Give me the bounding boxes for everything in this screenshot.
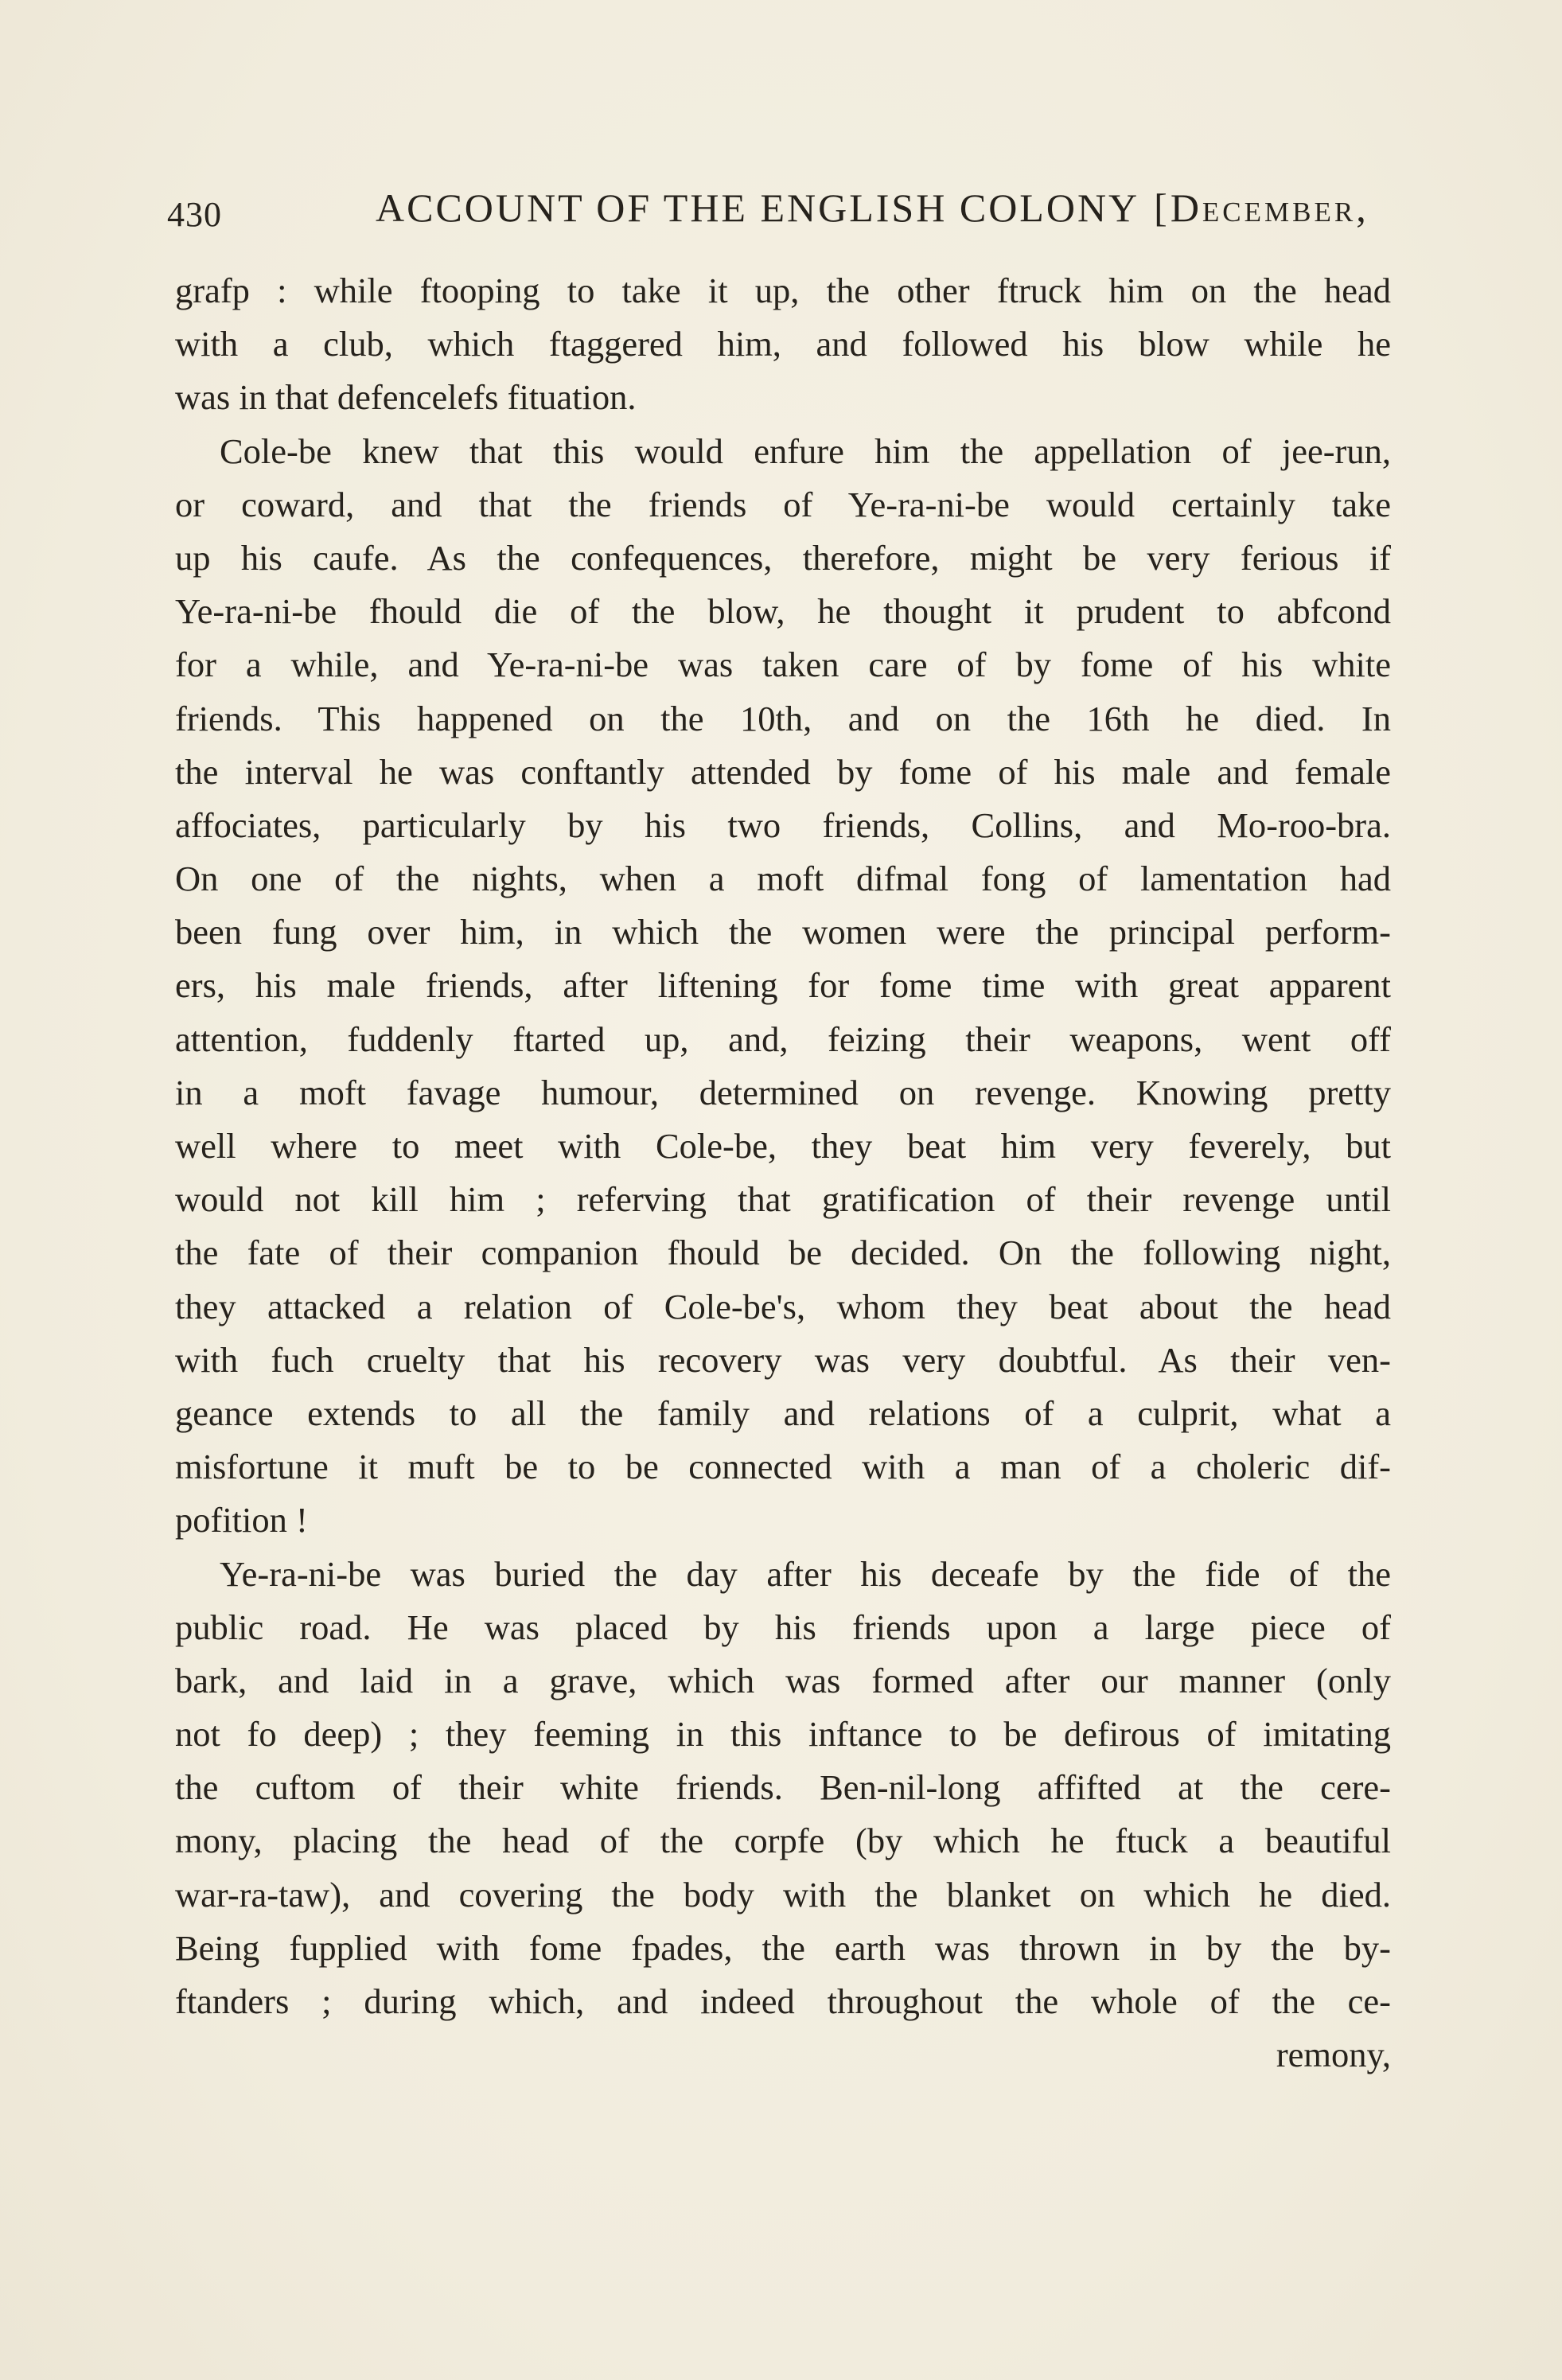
running-head-month: [December, (1154, 185, 1369, 230)
catchword: remony, (1276, 2035, 1391, 2075)
text-line: war-ra-taw), and covering the body with the blanket on which he died. (175, 1874, 1391, 1915)
text-line: the interval he was conftantly attended by fome of his male and female (175, 751, 1391, 792)
text-line: the fate of their companion fhould be decided. On the following night, (175, 1233, 1391, 1273)
text-line: mony, placing the head of the corpfe (by which he ftuck a beautiful (175, 1821, 1391, 1861)
text-line: public road. He was placed by his friends upon a large piece of (175, 1607, 1391, 1647)
text-line: affociates, particularly by his two friends, Collins, and Mo-roo-bra. (175, 804, 1391, 845)
text-line: misfortune it muft be to be connected with a man of a choleric dif- (175, 1447, 1391, 1487)
text-line: been fung over him, in which the women were the principal perform- (175, 912, 1391, 952)
text-line: would not kill him ; referving that gratification of their revenge until (175, 1179, 1391, 1220)
text-line: for a while, and Ye-ra-ni-be was taken care of by fome of his white (175, 645, 1391, 685)
text-line: or coward, and that the friends of Ye-ra-ni-be would certainly take (175, 484, 1391, 524)
text-line: with fuch cruelty that his recovery was very doubtful. As their ven- (175, 1339, 1391, 1380)
text-line: not fo deep) ; they feeming in this inftance to be defirous of imitating (175, 1714, 1391, 1755)
text-line: with a club, which ftaggered him, and followed his blow while he (175, 324, 1391, 364)
text-line: in a moft favage humour, determined on revenge. Knowing pretty (175, 1072, 1391, 1112)
text-line: grafp : while ftooping to take it up, the other ftruck him on the head (175, 271, 1391, 310)
text-line: ftanders ; during which, and indeed throughout the whole of the ce- (175, 1981, 1391, 2021)
text-line: On one of the nights, when a moft difmal fong of lamentation had (175, 859, 1391, 899)
text-line: ers, his male friends, after liftening for fome time with great apparent (175, 965, 1391, 1006)
text-line: attention, fuddenly ftarted up, and, feizing their weapons, went off (175, 1019, 1391, 1059)
text-line: pofition ! (175, 1500, 308, 1541)
running-head (376, 185, 1369, 231)
text-line: they attacked a relation of Cole-be's, whom they beat about the head (175, 1286, 1391, 1326)
text-line: well where to meet with Cole-be, they beat him very feverely, but (175, 1126, 1391, 1166)
text-line: Being fupplied with fome fpades, the earth was thrown in by the by- (175, 1927, 1391, 1968)
text-line: was in that defencelefs fituation. (175, 377, 637, 418)
paragraph-start-line: Ye-ra-ni-be was buried the day after his deceafe by the fide of the (220, 1553, 1391, 1594)
text-line: friends. This happened on the 10th, and on the 16th he died. In (175, 698, 1391, 738)
text-line: bark, and laid in a grave, which was formed after our manner (only (175, 1660, 1391, 1700)
page-number: 430 (167, 195, 222, 234)
body-text (175, 264, 1391, 2082)
text-line: geance extends to all the family and relations of a culprit, what a (175, 1393, 1391, 1433)
page-header (167, 185, 1440, 240)
running-title: ACCOUNT OF THE ENGLISH COLONY (376, 185, 1140, 230)
paragraph-start-line: Cole-be knew that this would enfure him the appellation of jee-run, (220, 430, 1391, 471)
text-line: up his caufe. As the confequences, therefore, might be very ferious if (175, 537, 1391, 578)
text-line: the cuftom of their white friends. Ben-nil-long affifted at the cere- (175, 1767, 1391, 1808)
text-line: Ye-ra-ni-be fhould die of the blow, he thought it prudent to abfcond (175, 591, 1391, 632)
